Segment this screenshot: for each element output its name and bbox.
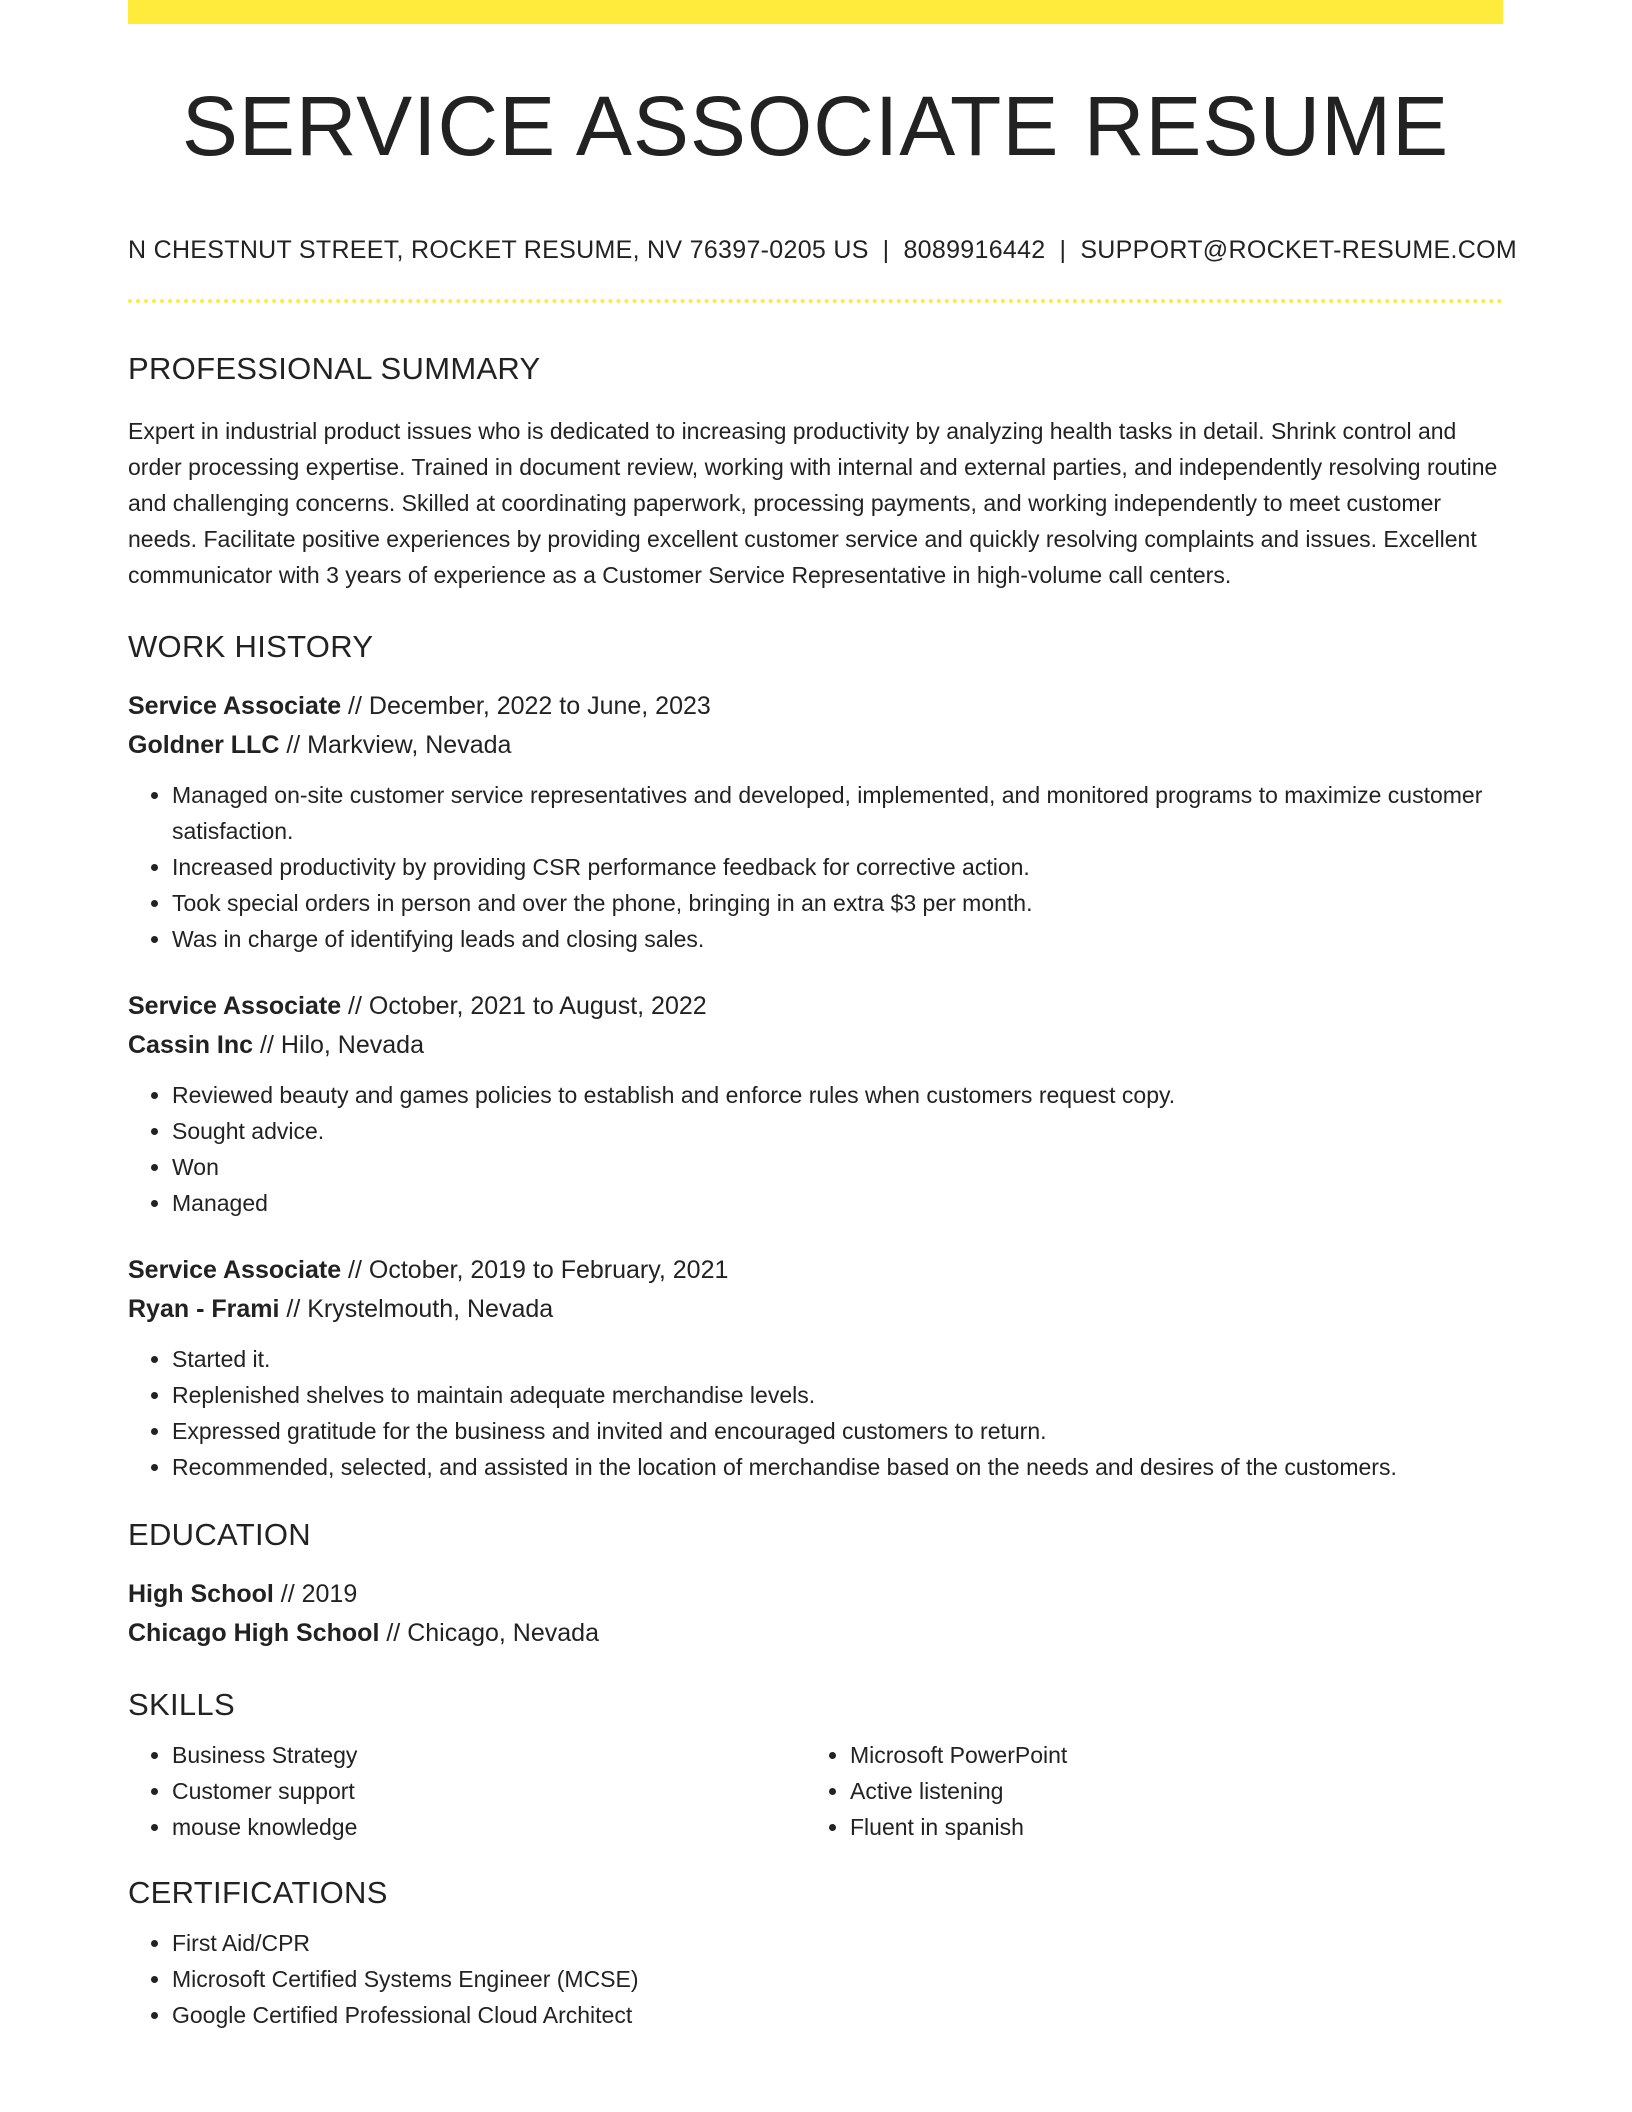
job-bullet: • Was in charge of identifying leads and closing sales. bbox=[172, 921, 1503, 957]
job-dates: // October, 2021 to August, 2022 bbox=[341, 992, 707, 1020]
contact-email: SUPPORT@ROCKET-RESUME.COM bbox=[1080, 236, 1517, 264]
job-bullet: • Took special orders in person and over the phone, bringing in an extra $3 per month. bbox=[172, 885, 1503, 921]
contact-separator: | bbox=[882, 236, 890, 264]
education-degree-line bbox=[128, 1575, 1503, 1614]
job-location: // Krystelmouth, Nevada bbox=[279, 1295, 554, 1323]
skills-list-right bbox=[806, 1737, 1484, 1845]
summary-heading: PROFESSIONAL SUMMARY bbox=[128, 351, 541, 386]
certification-item: • First Aid/CPR bbox=[172, 1925, 1503, 1961]
job-location: // Markview, Nevada bbox=[279, 731, 512, 759]
job-company: Ryan - Frami bbox=[128, 1295, 280, 1323]
job-entry bbox=[128, 1251, 1503, 1485]
job-title-line bbox=[128, 1251, 1503, 1290]
resume-title: SERVICE ASSOCIATE RESUME bbox=[181, 79, 1450, 173]
contact-separator: | bbox=[1059, 236, 1067, 264]
certifications-heading: CERTIFICATIONS bbox=[128, 1875, 388, 1910]
job-bullet: • Increased productivity by providing CSR performance feedback for corrective action. bbox=[172, 849, 1503, 885]
education-heading: EDUCATION bbox=[128, 1517, 311, 1552]
certifications-list bbox=[128, 1925, 1503, 2033]
job-bullet: • Expressed gratitude for the business and invited and encouraged customers to return. bbox=[172, 1413, 1503, 1449]
job-bullet: • Won bbox=[172, 1149, 1503, 1185]
work-history-heading: WORK HISTORY bbox=[128, 629, 374, 664]
job-bullet: • Replenished shelves to maintain adequate merchandise levels. bbox=[172, 1377, 1503, 1413]
education-degree: High School bbox=[128, 1580, 274, 1608]
job-entry bbox=[128, 987, 1503, 1221]
contact-address: N CHESTNUT STREET, ROCKET RESUME, NV 76397-0205 US bbox=[128, 236, 869, 264]
job-entry bbox=[128, 687, 1503, 957]
job-dates: // December, 2022 to June, 2023 bbox=[341, 692, 711, 720]
education-school-line bbox=[128, 1614, 1503, 1653]
skill-item: • Business Strategy bbox=[172, 1737, 806, 1773]
education-location: // Chicago, Nevada bbox=[379, 1619, 599, 1647]
job-title-line bbox=[128, 987, 1503, 1026]
certification-item: • Microsoft Certified Systems Engineer (MCSE) bbox=[172, 1961, 1503, 1997]
dotted-divider bbox=[128, 299, 1503, 303]
job-dates: // October, 2019 to February, 2021 bbox=[341, 1256, 729, 1284]
job-title: Service Associate bbox=[128, 692, 342, 720]
job-bullet: • Reviewed beauty and games policies to establish and enforce rules when customers request copy. bbox=[172, 1077, 1503, 1113]
job-bullet: • Managed bbox=[172, 1185, 1503, 1221]
education-year: // 2019 bbox=[273, 1580, 358, 1608]
job-bullet: • Recommended, selected, and assisted in the location of merchandise based on the needs and desires of the customers. bbox=[172, 1449, 1503, 1485]
skills-list-left bbox=[128, 1737, 806, 1845]
contact-phone: 8089916442 bbox=[903, 236, 1046, 264]
resume-page bbox=[128, 0, 1517, 2033]
education-school: Chicago High School bbox=[128, 1619, 380, 1647]
skill-item: • Active listening bbox=[850, 1773, 1484, 1809]
contact-line bbox=[128, 236, 1517, 265]
summary-text: Expert in industrial product issues who is dedicated to increasing productivity by analyzing health tasks in detail. Shrink control and order processing expertise. Trained in document review, working with internal and external parties, and independently resolving routine and challenging concerns. Skilled at coordinating paperwork, processing payments, and working independently to meet customer needs. Facilitate positive experiences by providing excellent customer service and quickly resolving complaints and issues. Excellent communicator with 3 years of experience as a Customer Service Representative in high-volume call centers. bbox=[128, 418, 1498, 588]
job-bullet: • Managed on-site customer service representatives and developed, implemented, and monitored programs to maximize customer satisfaction. bbox=[172, 777, 1503, 849]
certification-item: • Google Certified Professional Cloud Architect bbox=[172, 1997, 1503, 2033]
job-company-line bbox=[128, 1026, 1503, 1065]
job-company-line bbox=[128, 726, 1503, 765]
skill-item: • Fluent in spanish bbox=[850, 1809, 1484, 1845]
job-title: Service Associate bbox=[128, 1256, 342, 1284]
job-company: Goldner LLC bbox=[128, 731, 280, 759]
job-bullets bbox=[128, 1077, 1503, 1221]
skill-item: • Microsoft PowerPoint bbox=[850, 1737, 1484, 1773]
job-company-line bbox=[128, 1290, 1503, 1329]
skill-item: • mouse knowledge bbox=[172, 1809, 806, 1845]
job-title: Service Associate bbox=[128, 992, 342, 1020]
top-accent-bar bbox=[128, 0, 1503, 24]
job-bullets bbox=[128, 1341, 1503, 1485]
skills-columns bbox=[128, 1737, 1503, 1845]
education-entry bbox=[128, 1575, 1503, 1653]
skills-heading: SKILLS bbox=[128, 1687, 235, 1722]
job-bullet: • Sought advice. bbox=[172, 1113, 1503, 1149]
job-bullets bbox=[128, 777, 1503, 957]
job-company: Cassin Inc bbox=[128, 1031, 254, 1059]
skill-item: • Customer support bbox=[172, 1773, 806, 1809]
job-location: // Hilo, Nevada bbox=[253, 1031, 424, 1059]
job-bullet: • Started it. bbox=[172, 1341, 1503, 1377]
job-title-line bbox=[128, 687, 1503, 726]
